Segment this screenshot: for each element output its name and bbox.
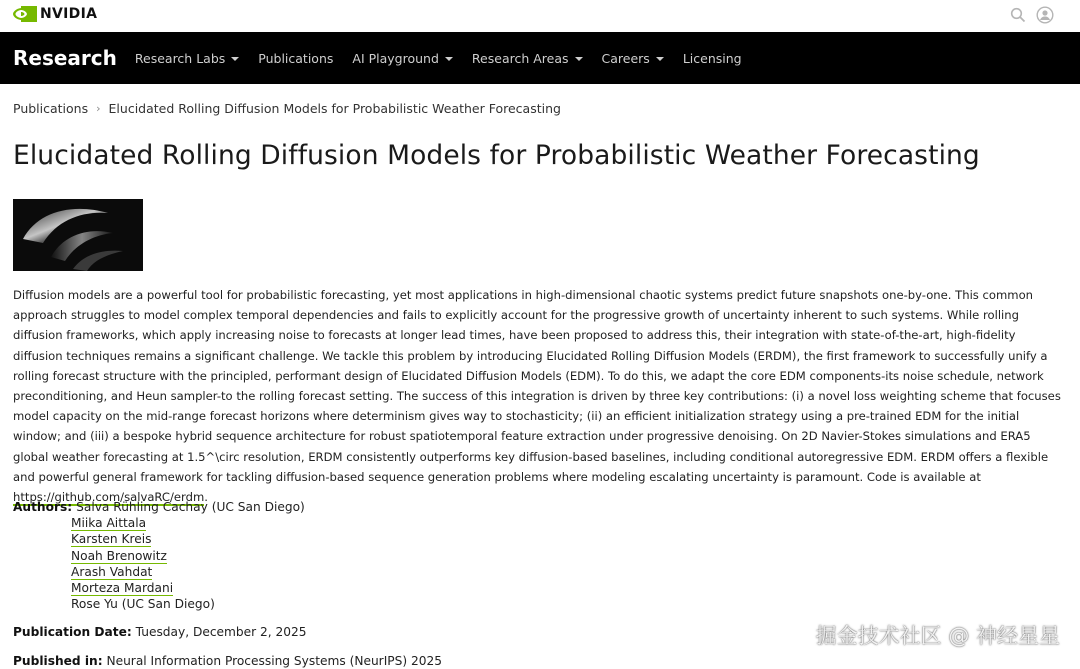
abstract-text: Diffusion models are a powerful tool for probabilistic forecasting, yet most applications in high-dimensional chaotic systems predict future snapshots one-by-one. This common approach struggles to model complex temporal dependencies and fails to explicitly account for the progressive growth of uncertainty inherent to such systems. While rolling diffusion frameworks, which apply increasing noise to forecasts at longer lead times, have been proposed to address this, their integration with state-of-the-art, high-fidelity diffusion techniques remains a significant challenge. We tackle this problem by introducing Elucidated Rolling Diffusion Models (ERDM), the first framework to successfully unify a rolling forecast structure with the principled, performant design of Elucidated Diffusion Models (EDM). To do this, we adapt the core EDM components-its noise schedule, network preconditioning, and Heun sampler-to the rolling forecast setting. The success of this integration is driven by three key contributions: (i) a novel loss weighting scheme that focuses model capacity on the mid-range forecast horizons where determinism gives way to stochasticity; (ii) an efficient initialization strategy using a pre-trained EDM for the initial window; and (iii) a bespoke hybrid sequence architecture for robust spatiotemporal feature extraction under progressive denoising. On 2D Navier-Stokes simulations and ERA5 global weather forecasting at 1.5^\circ resolution, ERDM consistently outperforms key diffusion-based baselines, including conditional autoregressive EDM. ERDM offers a flexible and powerful general framework for tackling diffusion-based sequence generation problems where modeling escalating uncertainty is paramount. Code is available at [13,288,1061,484]
publication-date-label: Publication Date: [13,625,132,639]
abstract-end: . [204,490,208,505]
nav-item-label: Careers [601,50,650,66]
nav-item-label: Publications [258,50,334,66]
author-link[interactable]: Miika Aittala [71,516,147,531]
research-brand[interactable]: Research [13,46,117,70]
chevron-down-icon [575,57,583,61]
research-nav-bar [0,32,1080,84]
author-name: Salva Rühling Cachay (UC San Diego) [76,500,305,514]
code-repository-link[interactable]: https://github.com/salvaRC/erdm [13,490,205,505]
nav-item-ai-playground[interactable] [352,51,453,66]
nav-item-careers[interactable] [602,51,664,66]
abstract-paragraph [13,285,1063,507]
author-link[interactable]: Morteza Mardani [71,581,174,596]
watermark-text: 掘金技术社区 @ 神经星星 [815,624,1060,648]
nav-item-label: Research Labs [134,50,226,66]
published-in-value: Neural Information Processing Systems (NeurIPS) 2025 [106,654,443,668]
nav-item-research-areas[interactable] [472,51,583,66]
publication-thumbnail-image [13,199,143,271]
chevron-down-icon [656,57,664,61]
breadcrumb-publications-link[interactable]: Publications [13,101,89,116]
chevron-down-icon [231,57,239,61]
nvidia-logo[interactable] [12,5,97,23]
authors-section [13,499,305,612]
nav-item-publications[interactable] [258,51,333,66]
publication-date-row [13,625,307,639]
authors-label: Authors: [13,500,73,514]
breadcrumb [13,101,561,116]
author-name: Rose Yu (UC San Diego) [71,597,215,612]
nav-item-research-labs[interactable] [135,51,239,66]
author-link[interactable]: Karsten Kreis [71,532,152,547]
nav-item-licensing[interactable] [683,51,742,66]
nav-item-label: Licensing [682,50,742,66]
nav-item-label: Research Areas [471,50,569,66]
chevron-down-icon [445,57,453,61]
published-in-row [13,654,442,668]
user-account-icon[interactable] [1036,6,1054,24]
publication-date-value: Tuesday, December 2, 2025 [135,625,307,639]
search-icon[interactable] [1010,7,1026,23]
breadcrumb-current: Elucidated Rolling Diffusion Models for Probabilistic Weather Forecasting [108,101,561,116]
top-bar [0,0,1080,32]
published-in-label: Published in: [13,654,103,668]
nvidia-wordmark: NVIDIA [40,6,98,22]
chevron-right-icon: › [96,102,101,115]
nav-item-label: AI Playground [352,50,439,66]
nvidia-eye-icon [12,5,38,23]
author-link[interactable]: Noah Brenowitz [71,548,167,563]
abstract-swirl-graphic [13,199,143,271]
author-link[interactable]: Arash Vahdat [71,564,153,579]
page-title: Elucidated Rolling Diffusion Models for Probabilistic Weather Forecasting [13,140,980,171]
